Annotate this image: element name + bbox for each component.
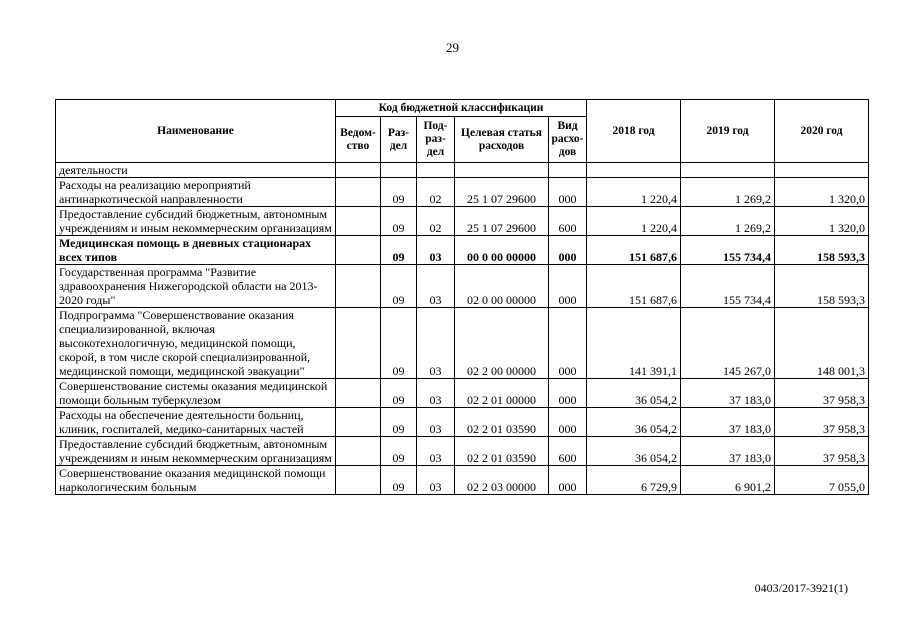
row-razdel: 09	[381, 265, 417, 308]
table-row	[56, 466, 869, 495]
table-row	[56, 379, 869, 408]
header-2019: 2019 год	[681, 100, 775, 163]
row-celevaya: 02 2 01 03590	[455, 408, 549, 437]
row-vedomstvo	[336, 207, 381, 236]
row-razdel: 09	[381, 379, 417, 408]
row-celevaya: 25 1 07 29600	[455, 178, 549, 207]
row-podrazdel: 03	[417, 408, 455, 437]
row-2018: 36 054,2	[587, 379, 681, 408]
table-row	[56, 163, 869, 178]
table-row	[56, 308, 869, 379]
row-2019: 155 734,4	[681, 265, 775, 308]
header-2018: 2018 год	[587, 100, 681, 163]
row-podrazdel: 03	[417, 437, 455, 466]
row-celevaya: 02 2 00 00000	[455, 308, 549, 379]
row-2018: 151 687,6	[587, 265, 681, 308]
row-podrazdel: 03	[417, 379, 455, 408]
row-2019: 37 183,0	[681, 379, 775, 408]
row-podrazdel: 02	[417, 207, 455, 236]
row-2020: 158 593,3	[775, 236, 869, 265]
document-code: 0403/2017-3921(1)	[754, 581, 848, 595]
row-vid: 000	[549, 178, 587, 207]
row-razdel: 09	[381, 437, 417, 466]
row-vedomstvo	[336, 466, 381, 495]
row-vedomstvo	[336, 236, 381, 265]
row-2019: 6 901,2	[681, 466, 775, 495]
row-vedomstvo	[336, 437, 381, 466]
page-number: 29	[446, 40, 459, 55]
row-celevaya: 02 2 01 03590	[455, 437, 549, 466]
row-name: Совершенствование оказания медицинской помощи наркологическим больным	[56, 466, 336, 495]
row-2019: 1 269,2	[681, 207, 775, 236]
row-name: деятельности	[56, 163, 336, 178]
row-2019: 37 183,0	[681, 437, 775, 466]
row-2020: 37 958,3	[775, 437, 869, 466]
row-2020: 37 958,3	[775, 408, 869, 437]
header-name: Наименование	[56, 100, 336, 163]
row-celevaya: 02 2 01 00000	[455, 379, 549, 408]
row-2018: 36 054,2	[587, 408, 681, 437]
row-razdel	[381, 163, 417, 178]
header-vedomstvo: Ведом-ство	[336, 117, 381, 163]
row-vid: 000	[549, 408, 587, 437]
table-row	[56, 437, 869, 466]
row-vid: 000	[549, 236, 587, 265]
row-name: Подпрограмма "Совершенствование оказания специализированной, включая высокотехнологичную, медицинской помощи, скорой, в том числе скорой специализированной, медицинской помощи, медицинской эвакуации"	[56, 308, 336, 379]
table-row	[56, 408, 869, 437]
row-name: Медицинская помощь в дневных стационарах всех типов	[56, 236, 336, 265]
row-2018: 141 391,1	[587, 308, 681, 379]
row-celevaya: 00 0 00 00000	[455, 236, 549, 265]
row-vid: 600	[549, 437, 587, 466]
row-vid: 000	[549, 308, 587, 379]
table-row	[56, 178, 869, 207]
row-vedomstvo	[336, 178, 381, 207]
row-vedomstvo	[336, 265, 381, 308]
row-vedomstvo	[336, 163, 381, 178]
row-2020: 1 320,0	[775, 178, 869, 207]
row-2019: 37 183,0	[681, 408, 775, 437]
row-vedomstvo	[336, 308, 381, 379]
row-celevaya: 02 0 00 00000	[455, 265, 549, 308]
row-razdel: 09	[381, 178, 417, 207]
row-2018: 36 054,2	[587, 437, 681, 466]
row-vid: 600	[549, 207, 587, 236]
row-vid	[549, 163, 587, 178]
row-celevaya: 25 1 07 29600	[455, 207, 549, 236]
row-name: Предоставление субсидий бюджетным, автономным учреждениям и иным некоммерческим организациям	[56, 207, 336, 236]
row-name: Предоставление субсидий бюджетным, автономным учреждениям и иным некоммерческим организациям	[56, 437, 336, 466]
row-vedomstvo	[336, 379, 381, 408]
row-vedomstvo	[336, 408, 381, 437]
header-podrazdel: Под-раз-дел	[417, 117, 455, 163]
table-row	[56, 265, 869, 308]
row-podrazdel	[417, 163, 455, 178]
row-podrazdel: 03	[417, 265, 455, 308]
row-celevaya	[455, 163, 549, 178]
row-2020: 7 055,0	[775, 466, 869, 495]
row-podrazdel: 03	[417, 466, 455, 495]
row-vid: 000	[549, 466, 587, 495]
table-row	[56, 236, 869, 265]
header-2020: 2020 год	[775, 100, 869, 163]
row-razdel: 09	[381, 308, 417, 379]
budget-table	[55, 99, 869, 495]
row-podrazdel: 03	[417, 236, 455, 265]
row-podrazdel: 03	[417, 308, 455, 379]
row-name: Совершенствование системы оказания медицинской помощи больным туберкулезом	[56, 379, 336, 408]
row-2019: 155 734,4	[681, 236, 775, 265]
row-2019	[681, 163, 775, 178]
row-2019: 145 267,0	[681, 308, 775, 379]
row-celevaya: 02 2 03 00000	[455, 466, 549, 495]
row-name: Государственная программа "Развитие здравоохранения Нижегородской области на 2013-2020 годы"	[56, 265, 336, 308]
row-2018: 151 687,6	[587, 236, 681, 265]
row-vid: 000	[549, 265, 587, 308]
row-name: Расходы на реализацию мероприятий антинаркотической направленности	[56, 178, 336, 207]
header-budget-code-group: Код бюджетной классификации	[336, 100, 587, 117]
row-name: Расходы на обеспечение деятельности больниц, клиник, госпиталей, медико-санитарных частей	[56, 408, 336, 437]
row-podrazdel: 02	[417, 178, 455, 207]
header-celevaya-statya: Целевая статья расходов	[455, 117, 549, 163]
row-2018: 6 729,9	[587, 466, 681, 495]
row-2020	[775, 163, 869, 178]
row-2018: 1 220,4	[587, 178, 681, 207]
row-2018: 1 220,4	[587, 207, 681, 236]
row-2019: 1 269,2	[681, 178, 775, 207]
row-2020: 1 320,0	[775, 207, 869, 236]
row-2020: 158 593,3	[775, 265, 869, 308]
row-2020: 37 958,3	[775, 379, 869, 408]
header-vid-rashodov: Вид расхо-дов	[549, 117, 587, 163]
table-row	[56, 207, 869, 236]
row-razdel: 09	[381, 236, 417, 265]
row-razdel: 09	[381, 207, 417, 236]
header-razdel: Раз-дел	[381, 117, 417, 163]
row-2018	[587, 163, 681, 178]
row-razdel: 09	[381, 408, 417, 437]
row-razdel: 09	[381, 466, 417, 495]
row-vid: 000	[549, 379, 587, 408]
row-2020: 148 001,3	[775, 308, 869, 379]
